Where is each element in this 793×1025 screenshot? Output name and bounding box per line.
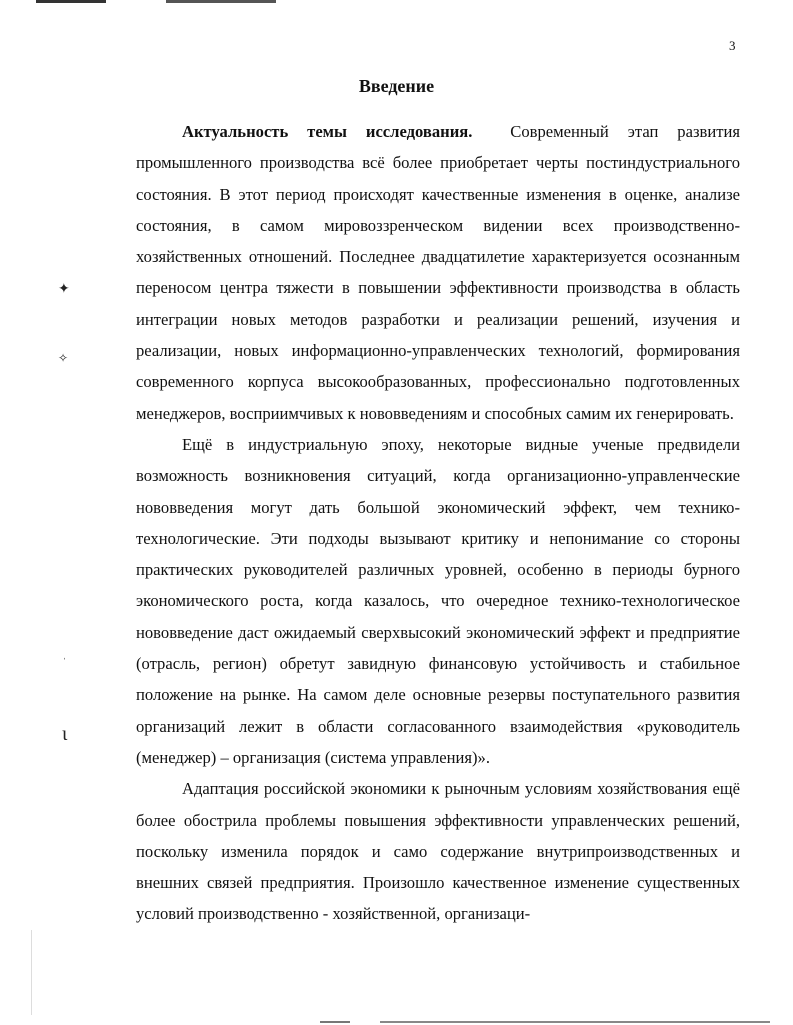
- paragraph-text: Современный этап развития промышленного производства всё более приобретает черты постиндустриального состояния. В этот период происходят качественные изменения в оценке, анализе состояния, в самом мировоззренческом видении всех производственно-хозяйственных отношений. Последнее двадцатилетие характеризуется осознанным переносом центра тяжести в повышении эффективности производства в область интеграции новых методов разработки и реализации решений, изучения и реализации, новых информационно-управленческих технологий, формирования современного корпуса высокообразованных, профессионально подготовленных менеджеров, восприимчивых к нововведениям и способных самим их генерировать.: [136, 122, 740, 423]
- paragraph-text: Ещё в индустриальную эпоху, некоторые видные ученые предвидели возможность возникновения ситуаций, когда организационно-управленческие нововведения могут дать большой экономический эффект, чем технико-технологические. Эти подходы вызывают критику и непонимание со стороны практических руководителей различных уровней, особенно в периоды бурного экономического роста, когда казалось, что очередное технико-технологическое нововведение даст ожидаемый сверхвысокий экономический эффект и предприятие (отрасль, регион) обретут завидную финансовую устойчивость и стабильное положение на рынке. На самом деле основные резервы поступательного развития организаций лежит в области согласованного взаимодействия «руководитель (менеджер) – организация (система управления)».: [136, 434, 740, 767]
- page-number: 3: [729, 38, 736, 53]
- margin-speck-mark: ✧: [58, 351, 69, 365]
- paragraph-adaptation: [136, 773, 740, 929]
- scan-edge-top: [36, 0, 276, 3]
- document-body: [136, 116, 740, 930]
- section-heading: Введение: [358, 76, 435, 96]
- margin-speck-mark: ɩ: [62, 723, 68, 745]
- scan-margin-line: [31, 930, 32, 1015]
- scan-edge-bottom: [320, 1021, 770, 1023]
- paragraph-relevance: [136, 116, 740, 429]
- paragraph-lead: Актуальность темы исследования.: [182, 122, 473, 141]
- margin-speck-mark: ˈ: [63, 657, 67, 668]
- margin-speck-mark: ✦: [58, 282, 70, 297]
- paragraph-industrial-era: [136, 429, 740, 773]
- paragraph-text: Адаптация российской экономики к рыночным условиям хозяйствования ещё более обострила проблемы повышения эффективности управленческих решений, поскольку изменила порядок и само содержание внутрипроизводственных и внешних связей предприятия. Произошло качественное изменение существенных условий производственно - хозяйственной, организаци-: [136, 779, 740, 924]
